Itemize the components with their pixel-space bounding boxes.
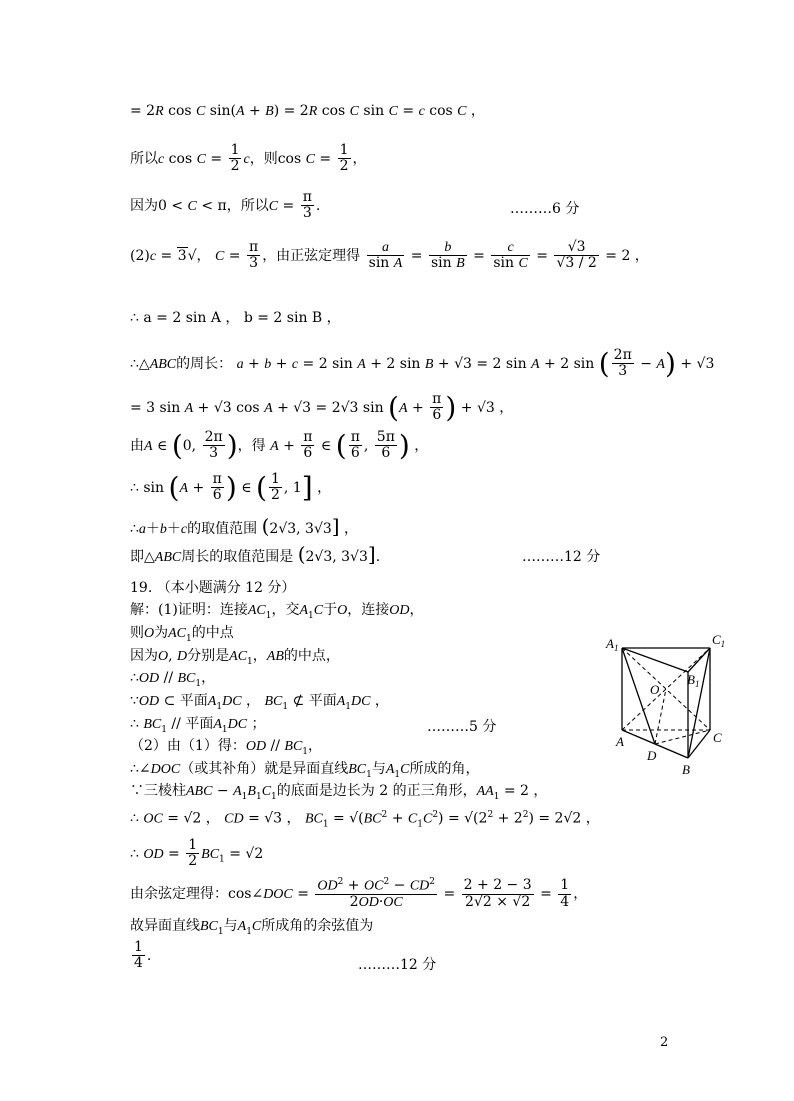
p19-line-14: $\frac{1}{4}$ . [134, 939, 152, 972]
eq-line-6: ∴△ABC的周长： a + b + c = 2 sin A + 2 sin B + √3 = 2 sin A + 2 sin ( $\frac{2\pi}{3}$ − A) + √3 [130, 346, 715, 380]
score-12-a: ………12 分 [522, 549, 601, 565]
prism-figure [600, 628, 760, 778]
eq-line-11: 即△ABC周长的取值范围是 (2√3, 3√3]. [130, 542, 381, 566]
problem-19-header: 19. （本小题满分 12 分） [130, 580, 296, 596]
label-D: D [647, 748, 657, 763]
p19-line-11: ∴ OD = $\frac{1}{2}$ $BC_1 = √2$ [130, 837, 264, 870]
eq-line-2: 所以c cos C = $\frac{1}{2}$ c，则cos C = $\frac{1}{2}$ ， [130, 142, 367, 175]
p19-line-8: ∴∠DOC（或其补角）就是异面直线$BC_1$与$A_1C$所成的角， [130, 761, 480, 780]
p19-line-7: （2）由（1）得：OD // $BC_1$， [130, 738, 323, 757]
p19-line-10: ∴ OC = √2 ， CD = √3 ， $BC_1 = √(BC^2 + C_1C^2) = √(2^2 + 2^2) = 2√2$ ， [130, 810, 600, 830]
p19-line-13: 故异面直线$BC_1$与$A_1C$所成角的余弦值为 [130, 918, 374, 937]
eq-line-4: (2)c = 3√， C = $\frac{\pi}{3}$ ，由正弦定理得 $\frac{a}{\text{sin A}}$ = $\frac{b}{\text{sin B}}$ = $\frac{c}{\text{sin C}}$ = $\frac{√3}{√3 / 2}$ = 2 ， [130, 239, 649, 272]
p19-line-2: 则O为$AC_1$的中点 [130, 625, 234, 644]
label-O: O [650, 682, 660, 697]
p19-line-4: ∴OD // $BC_1$， [130, 670, 216, 689]
eq-line-10: ∴a＋b＋c的取值范围 (2√3, 3√3] ， [130, 514, 359, 538]
eq-line-1: = 2R cos C sin(A + B) = 2R cos C sin C = c cos C ， [130, 103, 485, 119]
eq-line-8: 由A ∈ (0, $\frac{2\pi}{3}$ )，得 A + $\frac{\pi}{6}$ ∈ ( $\frac{\pi}{6}$ , $\frac{5\pi}{6}$ ) ， [130, 428, 429, 462]
p19-line-3: 因为O, D分别是$AC_1$，AB的中点， [130, 648, 340, 667]
score-6: ………6 分 [510, 201, 580, 217]
eq-line-3: 因为0 < C < π，所以C = $\frac{\pi}{3}$ . [130, 189, 321, 222]
label-A: A [616, 734, 624, 749]
eq-line-5: ∴ a = 2 sin A ， b = 2 sin B ， [130, 310, 341, 326]
p19-line-1: 解：(1)证明：连接$AC_1$，交$A_1C$于O，连接OD， [130, 602, 424, 621]
score-5: ………5 分 [427, 719, 497, 735]
p19-line-9: ∵三棱柱ABC − $A_1B_1C_1$的底面是边长为 2 的正三角形，$AA_1 = 2$ ， [130, 783, 548, 802]
label-B: B [682, 762, 690, 777]
label-A1: $A_1$ [606, 636, 619, 653]
page-number: 2 [660, 1035, 669, 1050]
p19-line-6: ∴ $BC_1$ // 平面$A_1DC$ ； [130, 716, 266, 735]
eq-line-7: = 3 sin A + √3 cos A + √3 = 2√3 sin (A + $\frac{\pi}{6}$ ) + √3 ， [130, 390, 514, 424]
p19-line-5: ∵OD ⊂ 平面$A_1DC$ ， $BC_1$ ⊄ 平面$A_1DC$ ， [130, 693, 389, 712]
label-C1: $C_1$ [712, 632, 726, 649]
label-B1: $B_1$ [687, 672, 700, 689]
eq-line-9: ∴ sin (A + $\frac{\pi}{6}$ ) ∈ ( $\frac{1}{2}$ , 1] ， [130, 470, 332, 504]
p19-line-12: 由余弦定理得：cos∠DOC = $\frac{OD^2 + OC^2 - CD^2}{2OD\cdot OC}$ = $\frac{2 + 2 - 3}{2√2 \times √2}$ = $\frac{1}{4}$ ， [130, 877, 588, 911]
score-12-b: ………12 分 [358, 957, 437, 973]
label-C: C [713, 730, 722, 745]
